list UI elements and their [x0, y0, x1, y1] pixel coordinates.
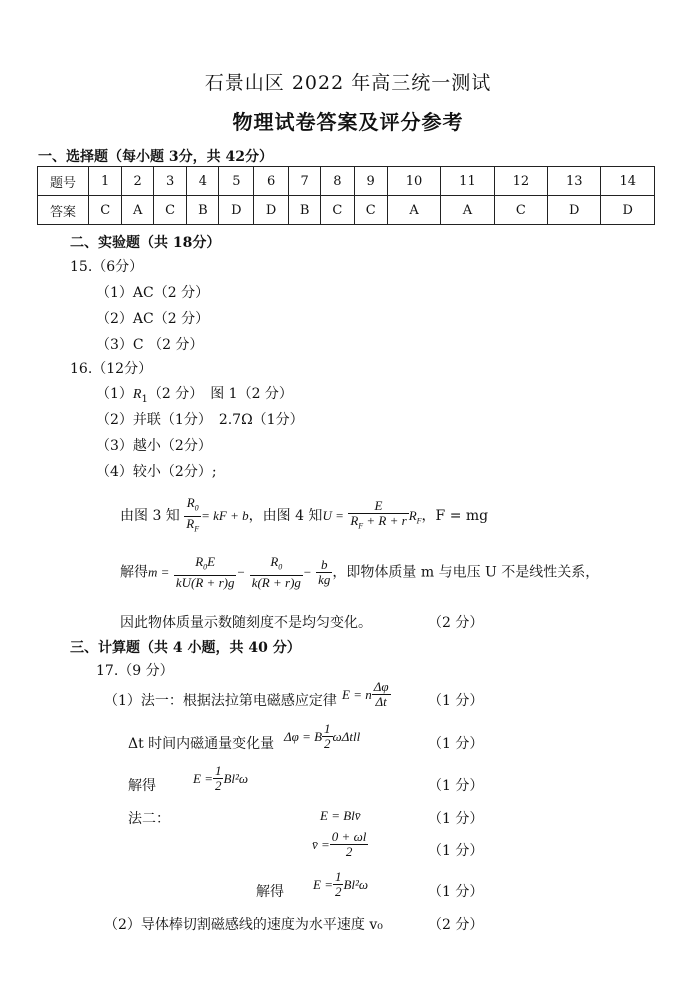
table-cell: 1: [89, 167, 122, 196]
method2-eq1: E = Blv̄: [320, 808, 361, 823]
exam-subtitle: 物理试卷答案及评分参考: [232, 110, 464, 134]
exam-title: 石景山区 2022 年高三统一测试: [204, 72, 492, 94]
method1-score: （1 分）: [428, 693, 484, 709]
deriv3-score: （2 分）: [428, 615, 484, 631]
method1-formula: E = n $\frac{\Delta\varphi}{\Delta t}$: [342, 679, 389, 709]
table-cell: 2: [122, 167, 154, 196]
answer-table: [37, 166, 655, 225]
deriv2-text-b: ，即物体质量 m 与电压 U 不是线性关系，: [332, 564, 600, 581]
table-cell: 3: [153, 167, 186, 196]
q16-item-1-text: （2 分） 图 1（2 分）: [147, 386, 293, 402]
q16-item-1-symbol: R: [132, 387, 142, 402]
method1-solve-score: （1 分）: [428, 778, 484, 794]
method1-flux-label: Δt 时间内磁通量变化量: [128, 736, 275, 752]
method1-flux-score: （1 分）: [428, 736, 484, 752]
q16-item-4: （4）较小（2分）;: [96, 464, 217, 480]
fraction: $\frac{R_0}{k(R + r)g}$: [251, 554, 301, 590]
part2-score: （2 分）: [428, 917, 484, 933]
derivation-line-2: 解得m = $\frac{R_0E}{kU(R + r)g}$ − $\frac{R_0}{k(R + r)g}$ − $\frac{b}{kg}$ ，即物体质量 m 与电压 U 不是线性关系，: [120, 554, 600, 590]
table-row-answers: [38, 196, 655, 225]
fraction: $\frac{b}{kg}$: [318, 556, 331, 587]
q16-item-1: [96, 383, 293, 405]
table-cell: 14: [601, 167, 655, 196]
method2-solve-score: （1 分）: [428, 884, 484, 900]
table-cell: A: [441, 196, 494, 225]
fraction: $\frac{1}{2}$: [214, 763, 222, 793]
table-cell: 6: [254, 167, 289, 196]
q16-item-1-sub: 1: [141, 393, 148, 405]
table-cell: A: [387, 196, 440, 225]
table-cell: A: [122, 196, 154, 225]
table-cell: 9: [354, 167, 387, 196]
method1-solve-label: 解得: [128, 778, 156, 794]
derivation-line-3: 因此物体质量示数随刻度不是均匀变化。: [120, 615, 372, 631]
deriv1-text-a: 由图 3 知: [120, 508, 180, 525]
table-cell: D: [254, 196, 289, 225]
row-header-ans: 答案: [38, 196, 89, 225]
table-cell: 10: [387, 167, 440, 196]
question-15: 15.（6分）: [70, 259, 144, 275]
table-cell: 12: [494, 167, 547, 196]
method2-eq2-score: （1 分）: [428, 843, 484, 859]
q16-item-2: （2）并联（1分） 2.7Ω（1分）: [96, 412, 304, 428]
table-cell: D: [219, 196, 254, 225]
q15-item-1: （1）AC（2 分）: [96, 285, 210, 301]
table-cell: 8: [321, 167, 354, 196]
table-cell: 5: [219, 167, 254, 196]
table-cell: C: [89, 196, 122, 225]
question-17: 17.（9 分）: [96, 663, 174, 679]
table-cell: C: [354, 196, 387, 225]
q15-item-2: （2）AC（2 分）: [96, 311, 210, 327]
table-cell: C: [321, 196, 354, 225]
fraction: $\frac{1}{2}$: [324, 721, 331, 751]
table-cell: 7: [289, 167, 321, 196]
part2-text: （2）导体棒切割磁感线的速度为水平速度 v₀: [104, 917, 383, 933]
fraction: $\frac{0 + \omega l}{2}$: [331, 829, 367, 859]
method2-label: 法二：: [128, 811, 170, 827]
fraction: $\frac{\Delta\varphi}{\Delta t}$: [373, 679, 389, 709]
table-cell: B: [187, 196, 219, 225]
table-cell: D: [601, 196, 655, 225]
table-cell: 4: [187, 167, 219, 196]
table-cell: B: [289, 196, 321, 225]
fraction: $\frac{R_0E}{kU(R + r)g}$: [175, 554, 235, 590]
section2-heading: 二、实验题（共 18分）: [70, 235, 221, 251]
table-cell: C: [494, 196, 547, 225]
deriv1-text-b: ，由图 4 知: [248, 508, 323, 525]
derivation-line-1: 由图 3 知 $\frac{R_0}{R_F}$ = kF + b，由图 4 知U = $\frac{E}{R_F + R + r}$ $R_F$，F = mg: [120, 496, 488, 536]
q16-item-1-prefix: （1）: [96, 386, 133, 402]
row-header-num: 题号: [38, 167, 89, 196]
fraction: $\frac{R_0}{R_F}$: [186, 495, 200, 534]
method2-eq1-score: （1 分）: [428, 811, 484, 827]
method1-label: （1）法一：根据法拉第电磁感应定律: [104, 693, 337, 709]
method2-eq2: v̄ = $\frac{0 + \omega l}{2}$: [312, 829, 367, 859]
table-cell: D: [548, 196, 601, 225]
deriv2-text-a: 解得: [120, 564, 148, 581]
method2-solve-label: 解得: [256, 884, 284, 900]
table-cell: 13: [548, 167, 601, 196]
q15-item-3: （3）C （2 分）: [96, 337, 204, 353]
fraction: $\frac{E}{R_F + R + r}$: [350, 497, 407, 531]
q16-item-3: （3）越小（2分）: [96, 438, 212, 454]
method2-solve-formula: E = $\frac{1}{2}$ Bl²ω: [313, 869, 369, 899]
deriv1-text-c: ，F = mg: [421, 508, 489, 525]
method1-solve-formula: E = $\frac{1}{2}$ Bl²ω: [193, 763, 249, 793]
table-row-numbers: [38, 167, 655, 196]
section1-heading: 一、选择题（每小题 3分，共 42分）: [38, 149, 273, 165]
question-16: 16.（12分）: [70, 361, 153, 377]
table-cell: 11: [441, 167, 494, 196]
fraction: $\frac{1}{2}$: [334, 869, 342, 899]
section3-heading: 三、计算题（共 4 小题，共 40 分）: [70, 640, 301, 656]
table-cell: C: [153, 196, 186, 225]
method1-flux-formula: Δφ = B $\frac{1}{2}$ ωΔtll: [284, 721, 361, 751]
